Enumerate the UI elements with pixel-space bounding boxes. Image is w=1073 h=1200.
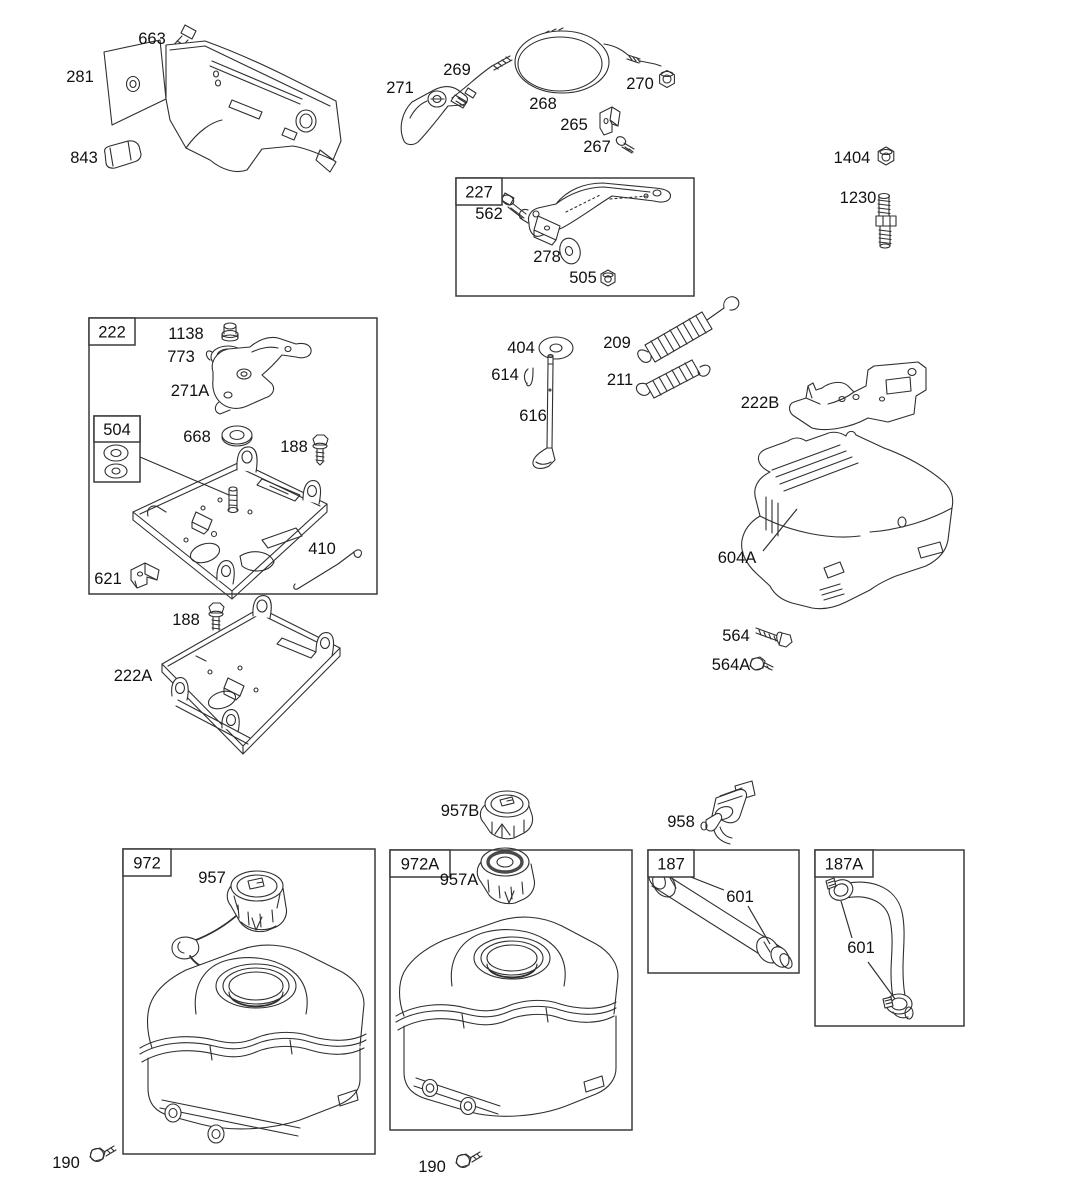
group-box-label: 187 xyxy=(657,855,685,874)
part-callout-601: 601 xyxy=(726,888,754,906)
group-box-label: 504 xyxy=(103,421,131,439)
screw-564-drawing xyxy=(756,628,792,647)
valve-958-drawing xyxy=(701,781,755,844)
group-box-label: 222 xyxy=(98,323,126,342)
screw-267-drawing xyxy=(615,135,634,153)
part-callout-616: 616 xyxy=(519,407,547,425)
part-callout-188: 188 xyxy=(172,611,200,629)
group-box-label: 227 xyxy=(465,183,493,202)
part-callout-267: 267 xyxy=(583,138,611,156)
part-callout-601: 601 xyxy=(847,939,875,957)
part-callout-269: 269 xyxy=(443,61,471,79)
part-callout-190: 190 xyxy=(52,1154,80,1172)
fuel-cap-957B-drawing xyxy=(480,791,532,839)
fuel-tank-972-drawing xyxy=(140,945,366,1143)
part-callout-668: 668 xyxy=(183,428,211,446)
part-callout-958: 958 xyxy=(667,813,695,831)
part-callout-957: 957 xyxy=(198,869,226,887)
part-callout-773: 773 xyxy=(167,348,195,366)
cover-604A-drawing xyxy=(742,431,953,608)
part-callout-957A: 957A xyxy=(439,871,479,889)
part-callout-564A: 564A xyxy=(711,656,751,674)
part-callout-270: 270 xyxy=(626,75,654,93)
part-callout-190: 190 xyxy=(418,1158,446,1176)
bracket-222B-drawing xyxy=(790,362,927,430)
spring-209-drawing xyxy=(638,297,739,363)
fuel-cap-957A-drawing xyxy=(477,848,534,904)
part-callout-265: 265 xyxy=(560,116,588,134)
part-callout-209: 209 xyxy=(603,334,631,352)
part-callout-222A: 222A xyxy=(113,667,153,685)
part-callout-1138: 1138 xyxy=(168,325,204,343)
part-callout-268: 268 xyxy=(529,95,557,113)
group-box-label: 187A xyxy=(824,855,864,874)
part-callout-410: 410 xyxy=(308,540,336,558)
part-callout-957B: 957B xyxy=(440,802,480,820)
clip-265-drawing xyxy=(600,107,620,135)
part-callout-505: 505 xyxy=(569,269,597,287)
group-box-label: 972 xyxy=(133,854,161,873)
part-callout-843: 843 xyxy=(70,149,98,167)
nut-1404-drawing xyxy=(878,147,894,165)
part-callout-1404: 1404 xyxy=(833,149,871,167)
part-callout-222B: 222B xyxy=(740,394,780,412)
spring-211-drawing xyxy=(636,360,710,398)
part-callout-564: 564 xyxy=(722,627,750,645)
part-callout-271: 271 xyxy=(386,79,414,97)
part-callout-614: 614 xyxy=(491,366,519,384)
screw-564A-drawing xyxy=(750,657,773,670)
part-callout-211: 211 xyxy=(606,371,634,389)
part-callout-562: 562 xyxy=(475,205,503,223)
screw-190-left-drawing xyxy=(90,1146,116,1162)
part-callout-271A: 271A xyxy=(170,382,210,400)
clip-614-drawing xyxy=(524,368,533,386)
screw-190-right-drawing xyxy=(456,1152,482,1168)
part-callout-1230: 1230 xyxy=(839,189,877,207)
part-callout-188: 188 xyxy=(280,438,308,456)
part-callout-278: 278 xyxy=(533,248,561,266)
part-callout-404: 404 xyxy=(507,339,535,357)
part-callout-604A: 604A xyxy=(717,549,757,567)
sleeve-843-drawing xyxy=(105,141,141,168)
part-callout-281: 281 xyxy=(66,68,94,86)
part-callout-621: 621 xyxy=(94,570,122,588)
stud-1230-drawing xyxy=(876,194,896,249)
nut-270-drawing xyxy=(660,71,675,88)
group-box-label: 972A xyxy=(400,855,440,874)
washer-404-drawing xyxy=(539,337,573,359)
fuel-tank-972A-drawing xyxy=(396,917,618,1116)
parts-artwork xyxy=(90,25,953,1168)
part-callout-663: 663 xyxy=(138,30,166,48)
